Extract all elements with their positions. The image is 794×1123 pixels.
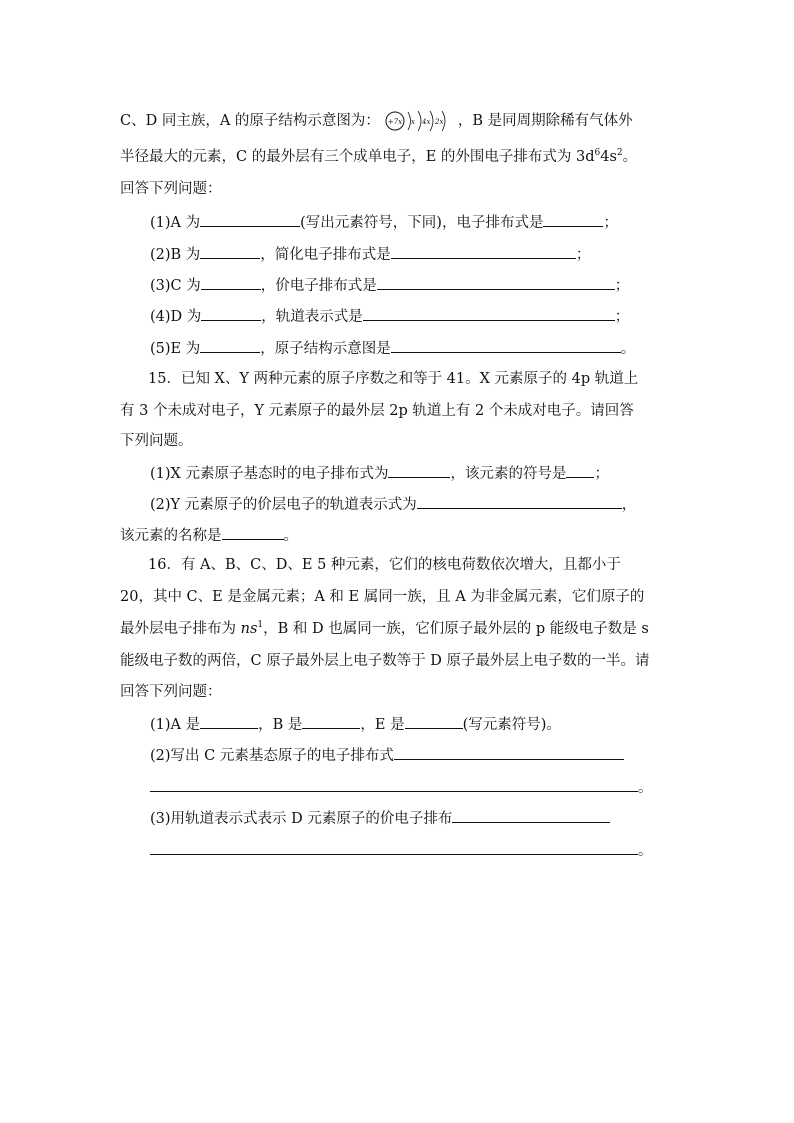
q16-item-1-note: (写元素符号)。 — [462, 717, 561, 733]
q14-item-5 — [150, 338, 674, 358]
q14-item-5-end: 。 — [620, 341, 636, 357]
q16-item-2 — [150, 745, 674, 765]
q16-item-2-text: (2)写出 C 元素基态原子的电子排布式 — [150, 748, 394, 764]
q14-item-4-end: ； — [614, 309, 630, 325]
q15-line-2: 有 3 个未成对电子，Y 元素原子的最外层 2p 轨道上有 2 个未成对电子。请回答 — [120, 403, 634, 419]
q16-item-1-e-label: ，E 是 — [360, 717, 405, 733]
q15-item-2 — [150, 494, 674, 514]
q16-line-3-text: 最外层电子排布为 — [120, 621, 241, 637]
superscript: 1 — [257, 620, 264, 630]
answer-blank[interactable] — [388, 463, 450, 478]
q16-line-3-rest: ，B 和 D 也属同一族，它们原子最外层的 p 能级电子数是 s — [263, 621, 649, 637]
q14-item-2-end: ； — [575, 247, 591, 263]
q14-intro-line-1 — [120, 108, 674, 134]
answer-blank[interactable] — [200, 714, 258, 729]
q14-intro-line-2-mid: 4s — [600, 149, 617, 165]
q16-line-2: 20，其中 C、E 是金属元素；A 和 E 属同一族，且 A 为非金属元素，它们原子的 — [120, 589, 645, 605]
answer-blank[interactable] — [201, 306, 261, 321]
superscript: 2 — [616, 148, 623, 158]
answer-blank[interactable] — [391, 338, 621, 353]
q16-line-4: 能级电子数的两倍，C 原子最外层上电子数等于 D 原子最外层上电子数的一半。请 — [120, 653, 650, 669]
answer-blank[interactable] — [566, 463, 594, 478]
answer-blank[interactable] — [150, 777, 638, 792]
q14-intro-line-2-end: 。 — [622, 149, 638, 165]
q14-intro-text-b: ，B 是同周期除稀有气体外 — [457, 113, 633, 129]
superscript: 6 — [594, 148, 601, 158]
answer-blank[interactable] — [302, 714, 360, 729]
q14-item-3-end: ； — [614, 278, 630, 294]
q16-item-3-line-2 — [150, 840, 674, 860]
q15-item-2-label: (2)Y 元素原子的价层电子的轨道表示式为 — [150, 497, 417, 513]
q15-item-2-line-2 — [120, 525, 674, 545]
q14-item-2 — [150, 244, 674, 264]
q14-item-3-text: ，价电子排布式是 — [260, 278, 377, 294]
q16-item-1-b-label: ，B 是 — [258, 717, 303, 733]
q15-item-1-text: ，该元素的符号是 — [450, 466, 567, 482]
q14-item-1 — [150, 212, 674, 232]
atom-shell3-label: 2x — [434, 118, 444, 126]
answer-blank[interactable] — [417, 494, 622, 509]
q14-item-1-label: (1)A 为 — [150, 215, 201, 231]
q14-item-4-text: ，轨道表示式是 — [261, 309, 363, 325]
atom-shell1-label: x — [410, 118, 415, 126]
q15-item-1-end: ； — [594, 466, 609, 482]
q16-line-1: 16．有 A、B、C、D、E 5 种元素，它们的核电荷数依次增大，且都小于 — [148, 557, 621, 573]
answer-blank[interactable] — [405, 714, 463, 729]
q14-item-1-end: ； — [603, 215, 618, 231]
q14-intro-line-3: 回答下列问题： — [120, 181, 222, 197]
q16-line-5: 回答下列问题： — [120, 684, 222, 700]
q16-item-1 — [150, 714, 674, 734]
q16-ns-term: ns — [240, 621, 258, 637]
answer-blank[interactable] — [394, 745, 624, 760]
q16-item-2-line-2 — [150, 777, 674, 797]
answer-blank[interactable] — [391, 244, 576, 259]
q14-item-4-label: (4)D 为 — [150, 309, 202, 325]
answer-blank[interactable] — [200, 212, 300, 227]
q16-line-3 — [120, 620, 674, 638]
q16-item-3-text: (3)用轨道表示式表示 D 元素原子的价电子排布 — [150, 811, 453, 827]
atom-shell2-label: 4x — [421, 118, 431, 126]
answer-blank[interactable] — [222, 525, 284, 540]
answer-blank[interactable] — [200, 338, 260, 353]
q15-line-1: 15．已知 X、Y 两种元素的原子序数之和等于 41。X 元素原子的 4p 轨道上 — [148, 371, 639, 387]
q14-item-3 — [150, 275, 674, 295]
q14-item-3-label: (3)C 为 — [150, 278, 201, 294]
q15-line-3: 下列问题。 — [120, 433, 193, 449]
q14-item-2-label: (2)B 为 — [150, 247, 201, 263]
q15-item-1 — [150, 463, 674, 483]
atom-structure-diagram — [384, 108, 454, 134]
q14-item-5-text: ，原子结构示意图是 — [260, 341, 391, 357]
q14-item-4 — [150, 306, 674, 326]
q14-item-2-text: ，简化电子排布式是 — [260, 247, 391, 263]
answer-blank[interactable] — [200, 244, 260, 259]
answer-blank[interactable] — [377, 275, 615, 290]
q16-item-3-end: 。 — [638, 843, 653, 859]
q16-item-1-label: (1)A 是 — [150, 717, 201, 733]
q14-item-1-text: (写出元素符号，下同)，电子排布式是 — [300, 215, 544, 231]
q14-item-5-label: (5)E 为 — [150, 341, 201, 357]
atom-nucleus-label: +7x — [387, 118, 403, 126]
q14-intro-line-2-text: 半径最大的元素，C 的最外层有三个成单电子，E 的外围电子排布式为 3d — [120, 149, 595, 165]
q16-item-2-end: 。 — [638, 780, 653, 796]
q15-item-1-label: (1)X 元素原子基态时的电子排布式为 — [150, 466, 389, 482]
answer-blank[interactable] — [150, 840, 638, 855]
answer-blank[interactable] — [201, 275, 261, 290]
answer-blank[interactable] — [543, 212, 603, 227]
q15-item-2-name-label: 该元素的名称是 — [120, 528, 222, 544]
answer-blank[interactable] — [452, 808, 610, 823]
q16-item-3 — [150, 808, 674, 828]
q15-item-2-line-2-end: 。 — [283, 528, 298, 544]
q14-intro-line-2 — [120, 148, 674, 166]
q15-item-2-end: ， — [621, 497, 637, 513]
q14-intro-text-a: C、D 同主族，A 的原子结构示意图为： — [120, 113, 380, 129]
answer-blank[interactable] — [363, 306, 615, 321]
